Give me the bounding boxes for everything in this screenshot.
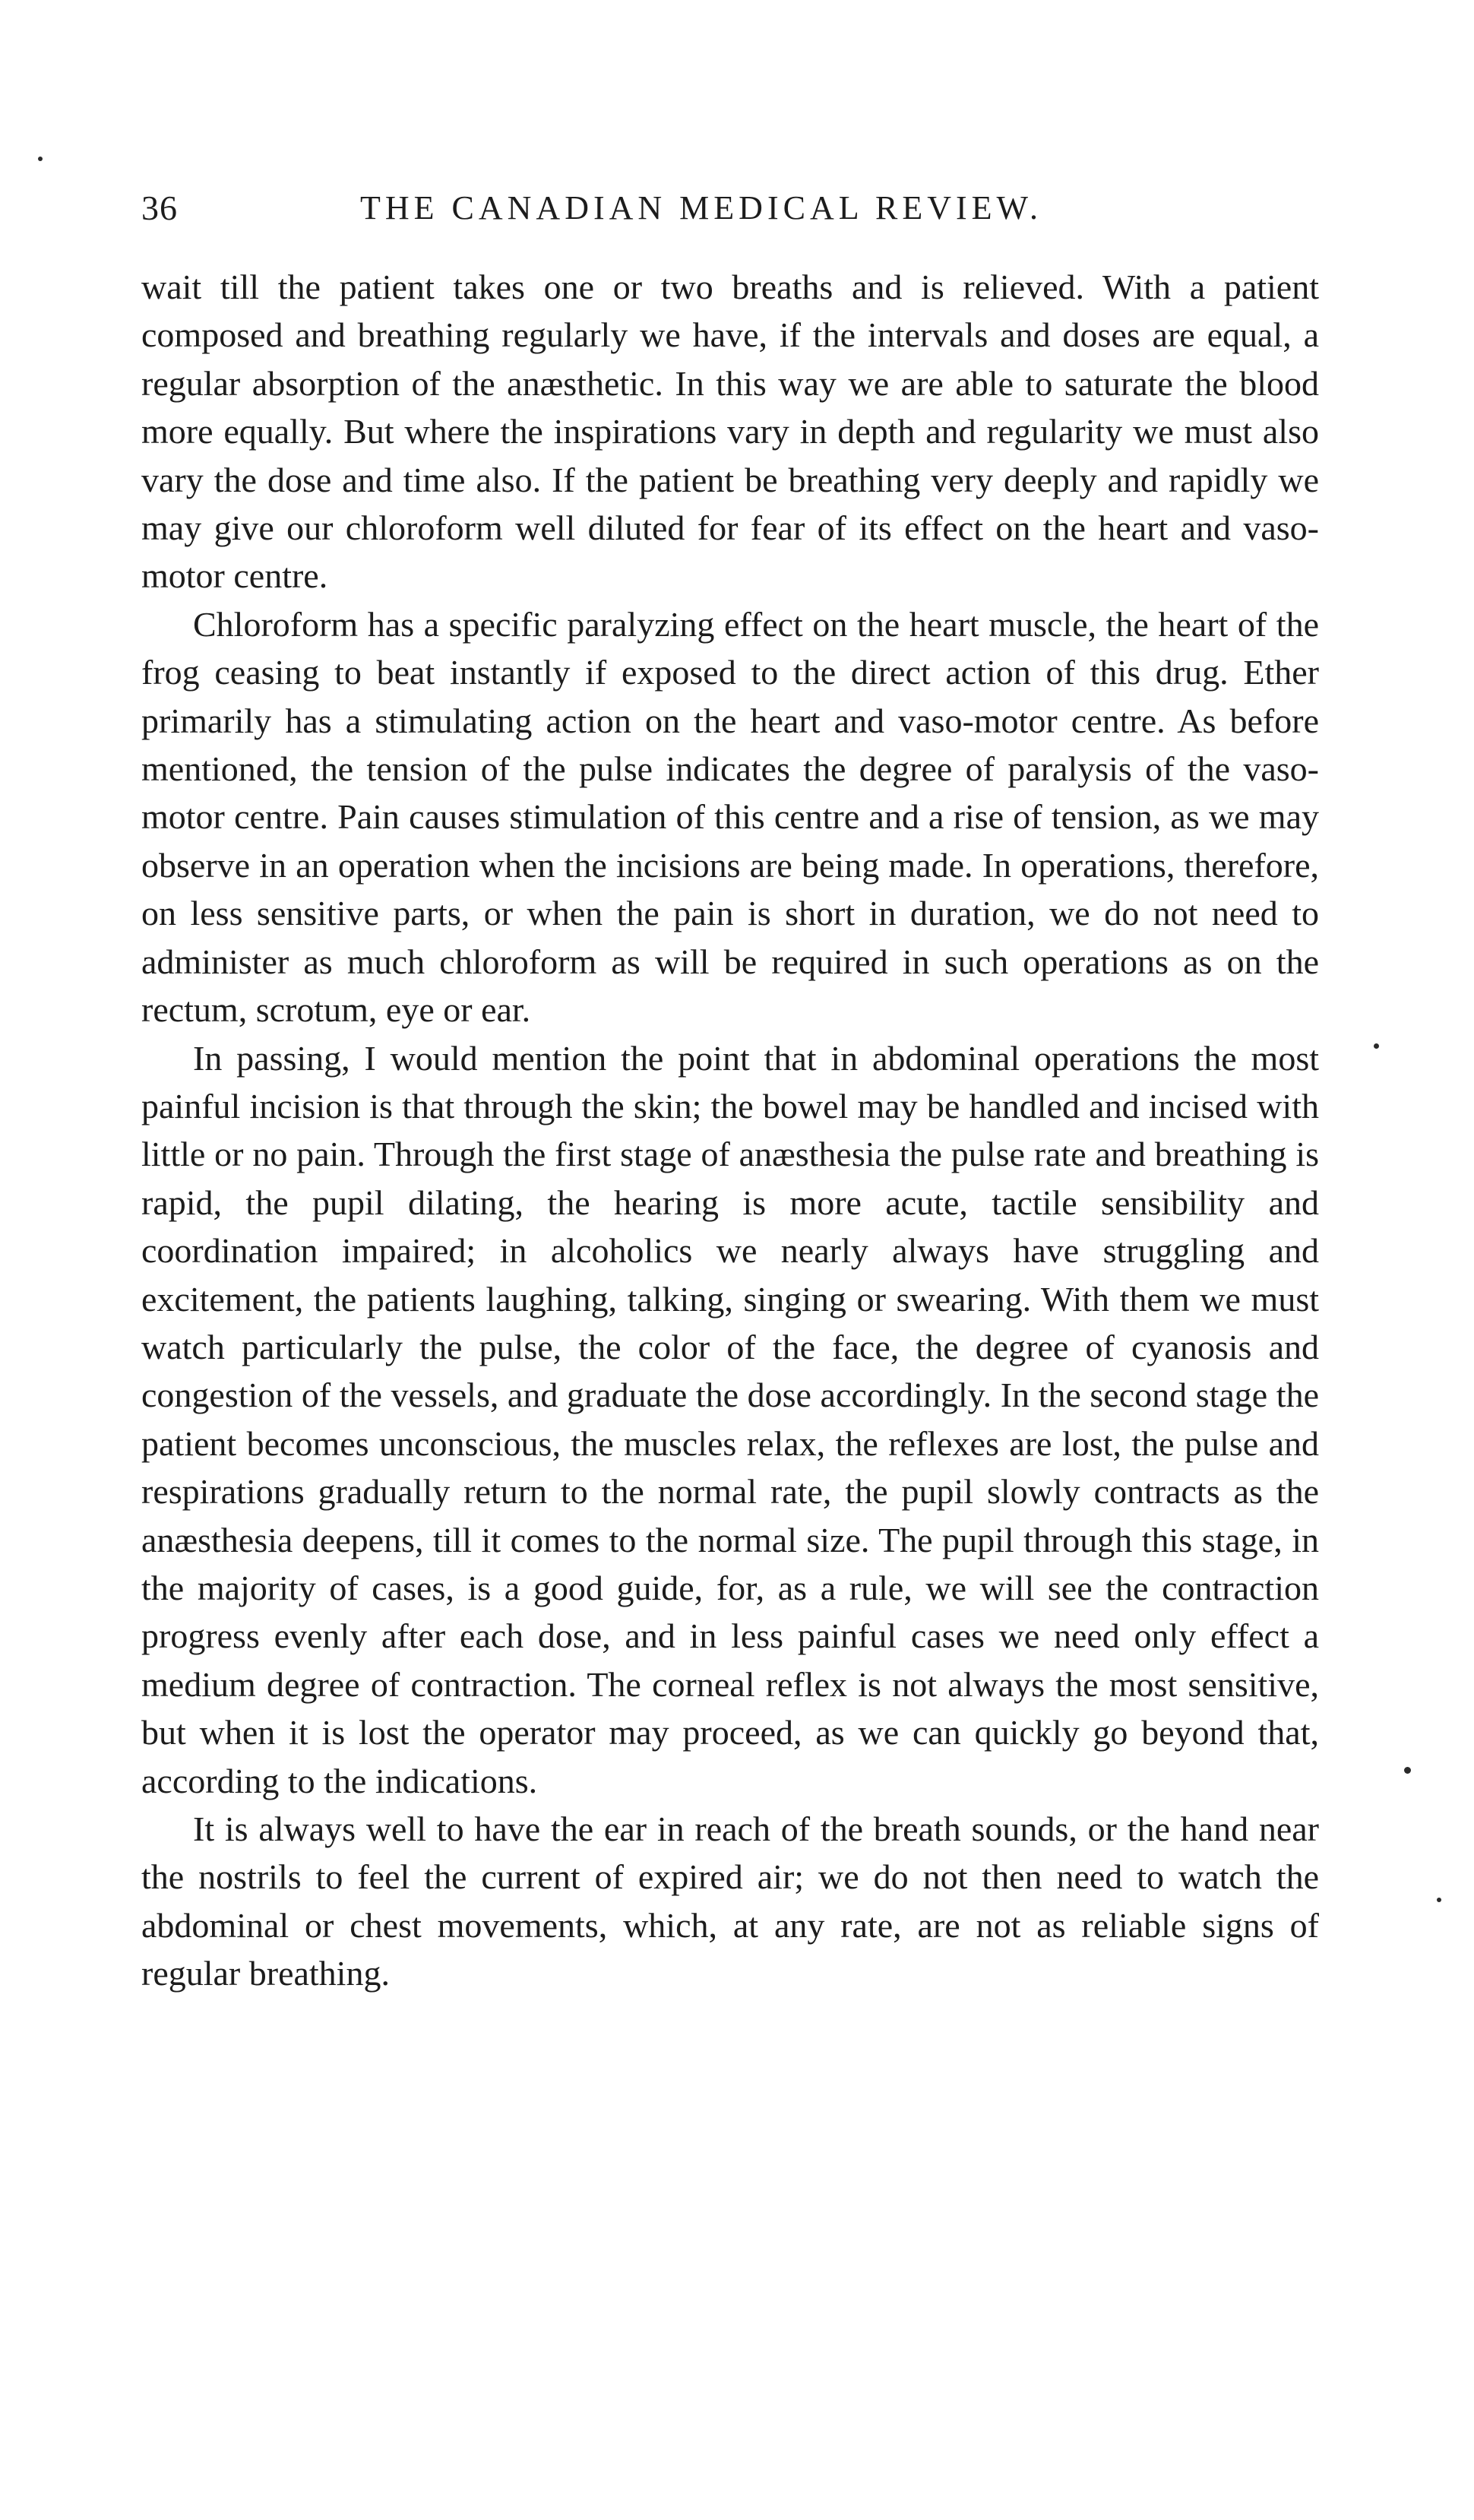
paragraph-abdominal-operations: In passing, I would mention the point that in abdominal operations the most painful incision is that through the skin; the bowel may be handled and incised with little or no pain. Through the first stage of anæsthesia the pulse rate and breathing is rapid, the pupil dilating, the hearing is more acute, tactile sensibility and coordination impaired; in alcoholics we nearly always have struggling and excitement, the patients laughing, talking, singing or swearing. With them we must watch particularly the pulse, the color of the face, the degree of cyanosis and congestion of the vessels, and graduate the dose accordingly. In the second stage the patient becomes unconscious, the muscles relax, the reflexes are lost, the pulse and respirations gradually return to the normal rate, the pupil slowly contracts as the anæsthesia deepens, till it comes to the normal size. The pupil through this stage, in the majority of cases, is a good guide, for, as a rule, we will see the contraction progress evenly after each dose, and in less painful cases we need only effect a medium degree of contraction. The corneal reflex is not always the most sensitive, but when it is lost the operator may proceed, as we can quickly go beyond that, according to the indications. [141, 1038, 1319, 1800]
scan-speck-top-left [38, 157, 43, 161]
running-head [141, 185, 1342, 231]
journal-title: THE CANADIAN MEDICAL REVIEW. [360, 189, 1042, 226]
scan-speck-right-1 [1374, 1043, 1379, 1049]
scan-speck-right-3 [1437, 1898, 1441, 1902]
article-body [141, 263, 1319, 1998]
scan-speck-right-2 [1404, 1767, 1411, 1774]
paragraph-chloroform-effects: Chloroform has a specific paralyzing effect on the heart muscle, the heart of the frog ceasing to beat instantly if exposed to the direct action of this drug. Ether primarily has a stimulating action on the heart and vaso-motor centre. As before mentioned, the tension of the pulse indicates the degree of paralysis of the vaso-motor centre. Pain causes stimulation of this centre and a rise of tension, as we may observe in an operation when the incisions are being made. In operations, therefore, on less sensitive parts, or when the pain is short in duration, we do not need to administer as much chloroform as will be required in such operations as on the rectum, scrotum, eye or ear. [141, 604, 1319, 1030]
paragraph-continued: wait till the patient takes one or two breaths and is relieved. With a patient composed and breathing regularly we have, if the intervals and doses are equal, a regular absorption of the anæsthetic. In this way we are able to saturate the blood more equally. But where the inspirations vary in depth and regularity we must also vary the dose and time also. If the patient be breathing very deeply and rapidly we may give our chloroform well diluted for fear of its effect on the heart and vaso-motor centre. [141, 268, 1319, 596]
paragraph-breath-sounds: It is always well to have the ear in reach of the breath sounds, or the hand near the nostrils to feel the current of expired air; we do not then need to watch the abdominal or chest movements, which, at any rate, are not as reliable signs of regular breathing. [141, 1809, 1319, 1993]
page-number: 36 [141, 188, 178, 227]
